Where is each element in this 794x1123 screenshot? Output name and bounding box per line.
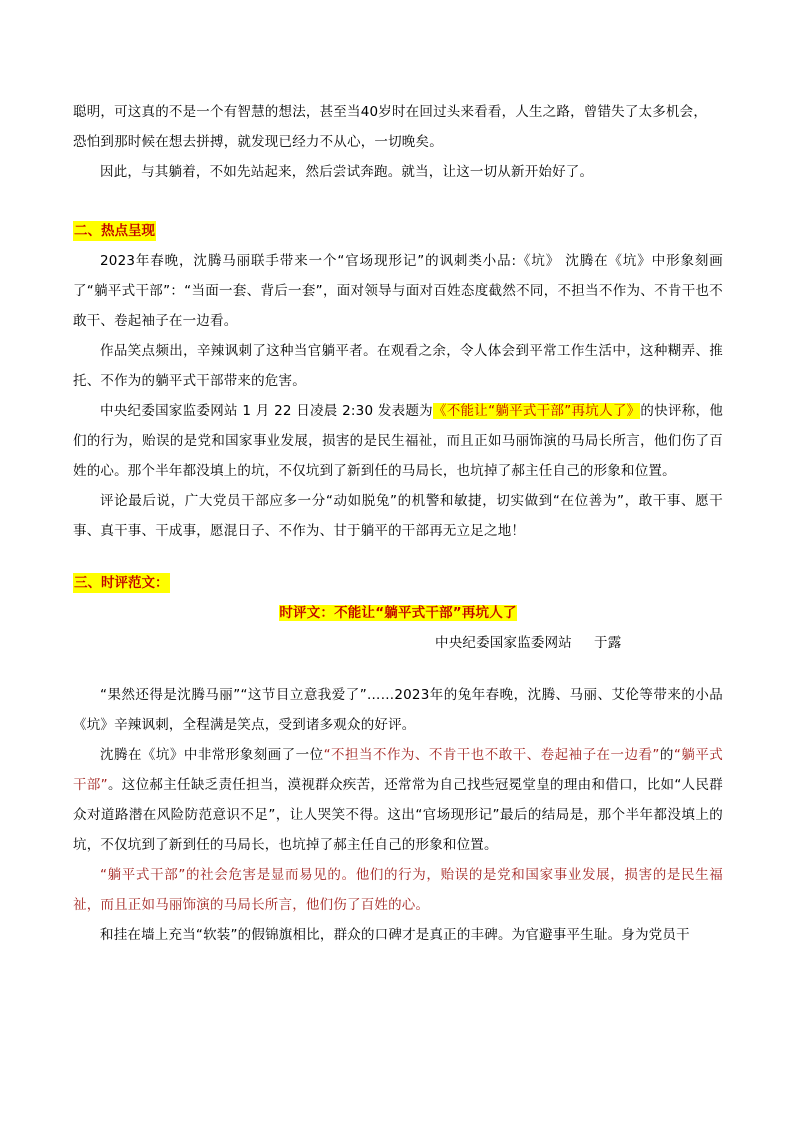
byline-source: 中央纪委国家监委网站 bbox=[435, 635, 572, 651]
byline bbox=[73, 628, 723, 658]
intro-paragraph-1-line-2: 恐怕到那时候在想去拼搏，就发现已经力不从心，一切晚矣。 bbox=[73, 134, 443, 150]
article-paragraph-4: 和挂在墙上充当“软装”的假锦旗相比，群众的口碑才是真正的丰碑。为官避事平生耻。身为党员干 bbox=[100, 927, 690, 943]
article-paragraph-3: “躺平式干部”的社会危害是显而易见的。他们的行为，贻误的是党和国家事业发展，损害的是民生福祉，而且正如马丽饰演的马局长所言，他们伤了百姓的心。 bbox=[73, 867, 723, 913]
article-title: 时评文：不能让“躺平式干部”再坑人了 bbox=[279, 605, 517, 621]
hotspot-paragraph-4: 评论最后说，广大党员干部应多一分“动如脱兔”的机警和敏捷，切实做到“在位善为”，敢干事、愿干事、真干事、干成事，愿混日子、不作为、甘于躺平的干部再无立足之地！ bbox=[73, 493, 723, 539]
article-title-row bbox=[73, 598, 723, 628]
hotspot-paragraph-3-lead: 中央纪委国家监委网站 1 月 22 日凌晨 2:30 发表题为 bbox=[100, 403, 433, 419]
hotspot-paragraph-1: 2023年春晚，沈腾马丽联手带来一个“官场现形记”的讽刺类小品:《坑》 沈腾在《坑》中形象刻画了“躺平式干部”：“当面一套、背后一套”，面对领导与面对百姓态度截然不同，不担当不作为、不肯干也不敢干、卷起袖子在一边看。 bbox=[73, 253, 723, 329]
document-body bbox=[73, 97, 723, 950]
article-paragraph-1: “果然还得是沈腾马丽”“这节目立意我爱了”……2023年的兔年春晚，沈腾、马丽、艾伦等带来的小品《坑》辛辣讽刺，全程满是笑点，受到诸多观众的好评。 bbox=[73, 687, 723, 733]
section-2-heading: 二、热点呈现 bbox=[74, 223, 155, 239]
article-paragraph-2-rest: 。这位郝主任缺乏责任担当，漠视群众疾苦，还常常为自己找些冠冕堂皇的理由和借口，比如“人民群众对道路潜在风险防范意识不足”，让人哭笑不得。这出“官场现形记”最后的结局是，那个半年都没填上的坑，不仅坑到了新到任的马局长，也坑掉了郝主任自己的形象和位置。 bbox=[73, 777, 723, 853]
article-paragraph-2-mid: 的 bbox=[659, 747, 674, 763]
hotspot-paragraph-2: 作品笑点频出，辛辣讽刺了这种当官躺平者。在观看之余，令人体会到平常工作生活中，这种糊弄、推托、不作为的躺平式干部带来的危害。 bbox=[73, 343, 723, 389]
intro-paragraph-1 bbox=[73, 97, 723, 157]
article-quote-1: “不担当不作为、不肯干也不敢干、卷起袖子在一边看” bbox=[323, 747, 660, 763]
section-3-heading: 三、时评范文： bbox=[74, 575, 169, 591]
intro-paragraph-1-line-1: 聪明，可这真的不是一个有智慧的想法，甚至当40岁时在回过头来看看，人生之路，曾错失了太多机会， bbox=[73, 104, 708, 120]
highlighted-article-title: 《不能让“躺平式干部”再坑人了》 bbox=[432, 403, 641, 419]
hotspot-paragraph-3 bbox=[73, 396, 723, 486]
byline-author: 于露 bbox=[594, 635, 622, 651]
article-paragraph-2 bbox=[73, 740, 723, 860]
hotspot-paragraph-3-rest: 的快评称，他们的行为，贻误的是党和国家事业发展，损害的是民生福祉，而且正如马丽饰演的马局长所言，他们伤了百姓的心。那个半年都没填上的坑，不仅坑到了新到任的马局长，也坑掉了郝主任自己的形象和位置。 bbox=[73, 403, 724, 479]
intro-paragraph-2: 因此，与其躺着，不如先站起来，然后尝试奔跑。就当，让这一切从新开始好了。 bbox=[100, 164, 594, 180]
article-paragraph-2-lead: 沈腾在《坑》中非常形象刻画了一位 bbox=[100, 747, 324, 763]
article-quote-2: “躺平式干部” bbox=[73, 747, 723, 793]
